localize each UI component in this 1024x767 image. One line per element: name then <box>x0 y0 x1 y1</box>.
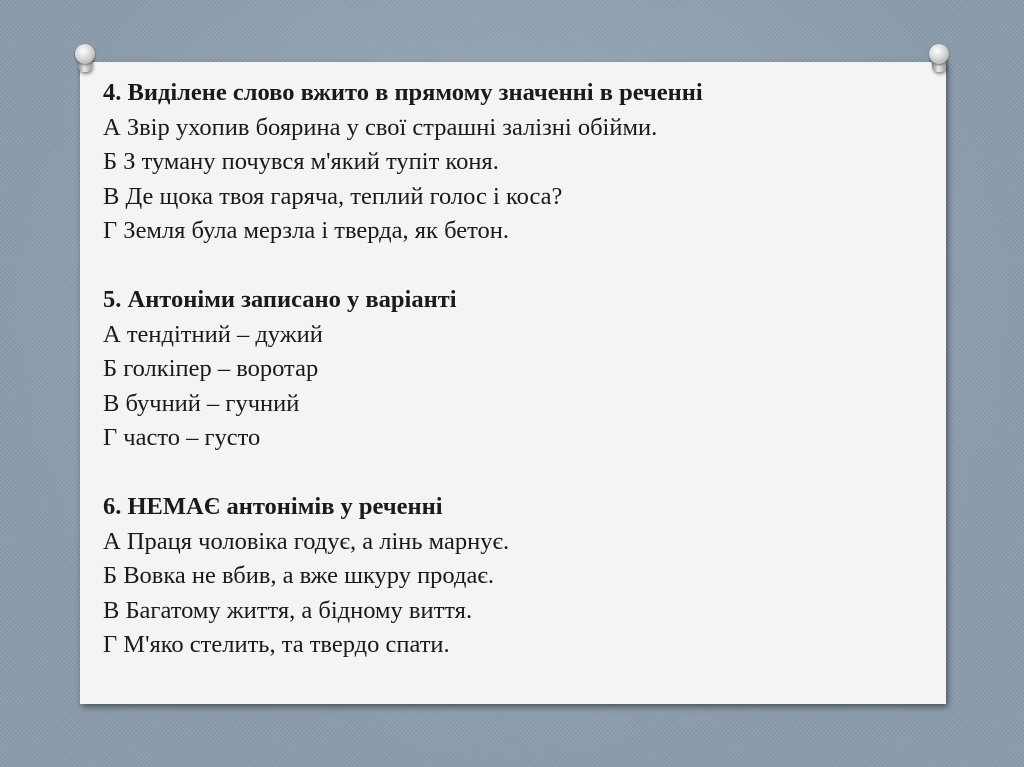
pushpin-icon <box>928 44 950 74</box>
pushpin-head <box>75 44 95 64</box>
answer-option-h: Г М'яко стелить, та твердо спати. <box>103 631 450 658</box>
answer-option-h: Г часто – густо <box>103 424 261 451</box>
question-5 <box>103 283 923 456</box>
question-4 <box>103 76 923 249</box>
answer-option-a: А тендітний – дужий <box>103 320 323 348</box>
answer-option-b: Б Вовка не вбив, а вже шкуру продає. <box>103 562 494 589</box>
pushpin-head <box>929 44 949 64</box>
pushpin-icon <box>74 44 96 74</box>
answer-option-a: А Звір ухопив боярина у свої страшні залізні обійми. <box>103 113 658 141</box>
answer-option-v: В Багатому життя, а бідному виття. <box>103 596 473 624</box>
answer-option-b: Б голкіпер – воротар <box>103 355 319 382</box>
question-title: 6. НЕМАЄ антонімів у реченні <box>103 493 443 520</box>
question-title: 5. Антоніми записано у варіанті <box>103 286 457 313</box>
answer-option-v: В Де щока твоя гаряча, теплий голос і коса? <box>103 182 563 210</box>
question-6 <box>103 490 923 663</box>
answer-option-b: Б З туману почувся м'який тупіт коня. <box>103 148 499 175</box>
answer-option-h: Г Земля була мерзла і тверда, як бетон. <box>103 217 509 244</box>
slide-content <box>103 76 923 697</box>
answer-option-a: А Праця чоловіка годує, а лінь марнує. <box>103 527 510 555</box>
answer-option-v: В бучний – гучний <box>103 389 300 417</box>
question-title: 4. Виділене слово вжито в прямому значенні в реченні <box>103 79 703 106</box>
